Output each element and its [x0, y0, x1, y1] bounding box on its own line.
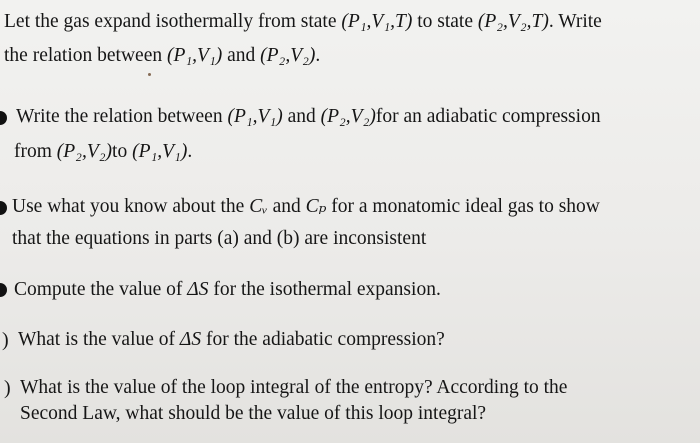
state-pair-2: (P₂,V₂) [260, 45, 316, 66]
item-text: for an adiabatic compression [375, 106, 601, 127]
item-text: to [112, 141, 133, 162]
intro-text: the relation between [4, 45, 167, 66]
state-pair-1: (P₁,V₁) [166, 45, 223, 66]
item-text: What is the value of [18, 329, 180, 350]
state-pair-2: (P₂,V₂) [320, 106, 376, 127]
item-text: from [14, 141, 57, 162]
cropped-item-marker: ) [4, 377, 11, 399]
item-e-line [18, 329, 445, 351]
item-text: for a monatomic ideal gas to show [326, 196, 600, 217]
item-text: Use what you know about the [12, 196, 250, 217]
cropped-bullet-marker [0, 111, 7, 125]
paper-speck [148, 73, 151, 76]
item-text: and [282, 106, 321, 127]
state-pair-1: (P₁,V₁) [132, 141, 188, 162]
intro-line-2 [4, 45, 320, 67]
state-pair-2: (P₂,V₂) [56, 141, 113, 162]
intro-text: and [222, 45, 261, 66]
item-text: and [267, 196, 306, 217]
state-1: (P₁,V₁,T) [341, 11, 413, 32]
item-b-line-1 [16, 106, 601, 128]
intro-text: . Write [548, 11, 602, 32]
item-text: Write the relation between [16, 106, 228, 127]
intro-line-1 [4, 11, 602, 33]
item-text: What is the value of the loop integral of the entropy? According to the [20, 377, 568, 398]
cropped-item-marker: ) [2, 329, 9, 351]
delta-s-symbol: ΔS [187, 279, 209, 300]
item-c-line-2 [12, 228, 426, 250]
item-d-line [14, 279, 441, 301]
item-text: . [187, 141, 193, 162]
state-pair-1: (P₁,V₁) [227, 106, 283, 127]
item-text: Second Law, what should be the value of this loop integral? [20, 403, 487, 424]
cv-symbol: Cᵥ [249, 196, 268, 217]
cropped-bullet-marker [0, 201, 7, 215]
intro-text: to state [412, 11, 478, 32]
cropped-bullet-marker [0, 283, 7, 297]
item-text: that the equations in parts (a) and (b) are inconsistent [12, 228, 427, 249]
item-c-line-1 [12, 196, 600, 218]
item-b-line-2 [14, 141, 192, 163]
cp-symbol: Cₚ [305, 196, 327, 217]
item-f-line-2 [20, 403, 486, 425]
delta-s-symbol: ΔS [179, 329, 202, 350]
item-text: Compute the value of [14, 279, 188, 300]
item-text: for the adiabatic compression? [201, 329, 445, 350]
state-2: (P₂,V₂,T) [477, 11, 549, 32]
intro-text: . [315, 45, 321, 66]
item-f-line-1 [20, 377, 567, 399]
item-text: for the isothermal expansion. [208, 279, 441, 300]
intro-text: Let the gas expand isothermally from state [4, 11, 342, 32]
